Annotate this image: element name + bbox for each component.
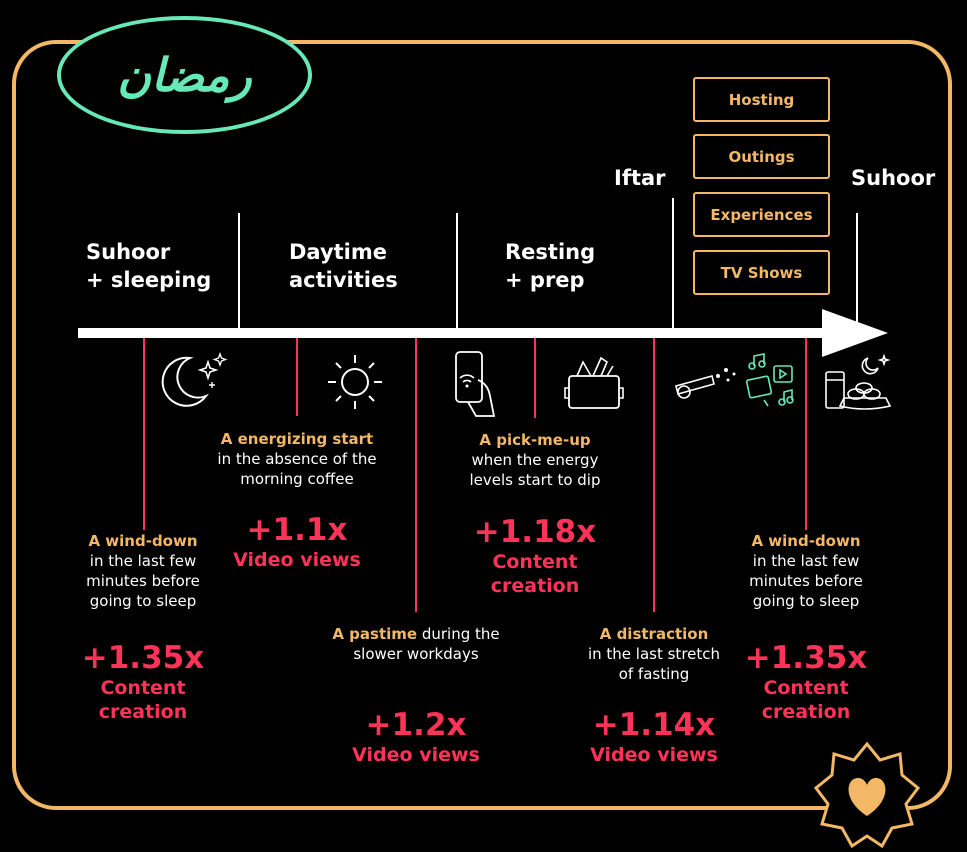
stat-unit: Video views bbox=[233, 549, 361, 571]
phase-daytime-activities: Daytime activities bbox=[289, 240, 398, 292]
ramadan-logo bbox=[57, 16, 312, 134]
moon-stars-icon bbox=[160, 352, 230, 412]
leader-line bbox=[805, 338, 807, 530]
tag-experiences: Experiences bbox=[693, 192, 830, 237]
heart-badge-icon bbox=[812, 740, 922, 850]
moment-rest: in the last few minutes before going to sleep bbox=[749, 552, 863, 610]
tag-hosting: Hosting bbox=[693, 77, 830, 122]
stat-value: +1.14x bbox=[592, 707, 716, 743]
logo-text: رمضان bbox=[117, 48, 252, 102]
music-media-icon bbox=[744, 352, 802, 414]
moment-1-stat bbox=[33, 640, 253, 724]
tag-outings: Outings bbox=[693, 134, 830, 179]
moment-rest: in the absence of the morning coffee bbox=[217, 450, 377, 488]
moment-2-text bbox=[187, 429, 407, 489]
phone-wifi-icon bbox=[448, 350, 498, 420]
stat-unit: Content creation bbox=[761, 677, 851, 723]
divider-iftar bbox=[672, 198, 674, 331]
stat-value: +1.35x bbox=[744, 640, 868, 676]
moment-rest: in the last few minutes before going to sleep bbox=[86, 552, 200, 610]
suhoor-meal-icon bbox=[822, 354, 894, 412]
moment-lead: A energizing start bbox=[220, 430, 374, 448]
tag-tv-shows: TV Shows bbox=[693, 250, 830, 295]
stat-unit: Video views bbox=[590, 744, 718, 766]
moment-6-stat bbox=[696, 640, 916, 724]
grocery-bag-icon bbox=[563, 354, 625, 412]
divider-2 bbox=[456, 213, 458, 331]
stat-value: +1.1x bbox=[246, 512, 348, 548]
leader-line bbox=[653, 338, 655, 612]
sun-icon bbox=[326, 353, 384, 411]
moment-rest: in the last stretch of fasting bbox=[587, 645, 721, 683]
stat-value: +1.2x bbox=[365, 707, 467, 743]
leader-line bbox=[415, 338, 417, 612]
leader-line bbox=[143, 338, 145, 530]
moment-lead: A distraction bbox=[599, 625, 709, 643]
cannon-icon bbox=[670, 364, 738, 400]
stat-unit: Video views bbox=[352, 744, 480, 766]
phase-suhoor-sleeping: Suhoor + sleeping bbox=[86, 240, 212, 292]
moment-3-stat bbox=[306, 707, 526, 767]
timeline-arrowhead bbox=[822, 309, 888, 357]
moment-rest: when the energy levels start to dip bbox=[469, 451, 601, 489]
stat-unit: Content creation bbox=[98, 677, 188, 723]
moment-4-stat bbox=[425, 514, 645, 598]
moment-4-text bbox=[425, 430, 645, 490]
phase-suhoor-end: Suhoor bbox=[851, 166, 936, 190]
moment-6-text bbox=[696, 531, 916, 611]
stat-value: +1.35x bbox=[81, 640, 205, 676]
moment-3-text bbox=[306, 624, 526, 664]
moment-lead: A wind-down bbox=[751, 532, 861, 550]
stat-unit: Content creation bbox=[490, 551, 580, 597]
moment-lead: A pastime bbox=[332, 625, 418, 643]
stat-value: +1.18x bbox=[473, 514, 597, 550]
moment-rest: during the slower workdays bbox=[353, 625, 500, 663]
moment-lead: A wind-down bbox=[88, 532, 198, 550]
leader-line bbox=[534, 338, 536, 418]
divider-1 bbox=[238, 213, 240, 331]
timeline-axis bbox=[78, 328, 838, 338]
leader-line bbox=[296, 338, 298, 416]
moment-lead: A pick-me-up bbox=[479, 431, 591, 449]
moment-2-stat bbox=[187, 512, 407, 572]
phase-resting-prep: Resting + prep bbox=[505, 240, 596, 292]
phase-iftar: Iftar bbox=[614, 166, 666, 190]
